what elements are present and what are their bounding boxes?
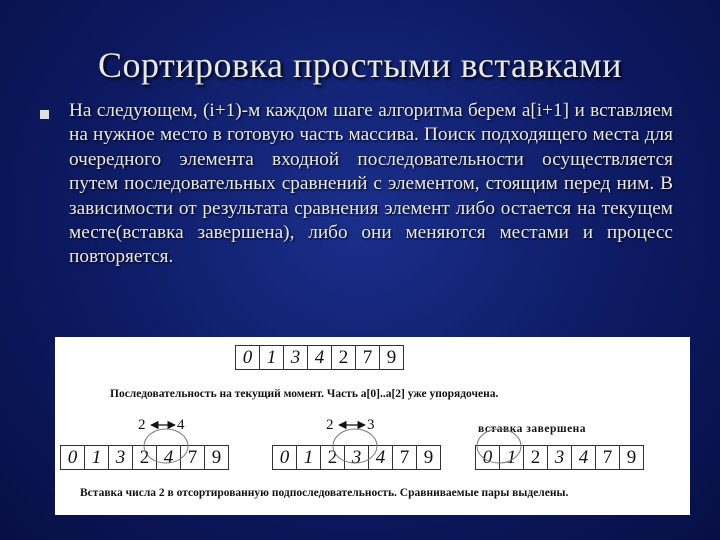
array-cell: 9 [619,445,644,470]
array-cell: 9 [204,445,229,470]
array-cell: 4 [156,445,181,470]
array-cell: 3 [283,345,308,370]
array-cell: 7 [392,445,417,470]
step3-array [475,445,643,470]
caption-top: Последовательность на текущий момент. Часть a[0]..a[2] уже упорядочена. [110,388,499,400]
array-cell: 7 [180,445,205,470]
array-cell: 2 [132,445,157,470]
array-cell: 0 [235,345,260,370]
caption-bottom: Вставка числа 2 в отсортированную подпоследовательность. Сравниваемые пары выделены. [80,487,569,499]
array-cell: 2 [523,445,548,470]
array-cell: 3 [547,445,572,470]
array-cell: 9 [416,445,441,470]
slide-paragraph: На следующем, (i+1)-м каждом шаге алгоритма берем a[i+1] и вставляем на нужное место в готовую часть массива. Поиск подходящего места для очередного элемента входной последовательности осуществляется путем последовательных сравнений с элементом, стоящим перед ним. В зависимости от результата сравнения элемент либо остается на текущем месте(вставка завершена), либо они меняются местами и процесс повторяется. [69,100,673,268]
array-cell: 1 [259,345,284,370]
array-cell: 2 [320,445,345,470]
array-cell: 4 [307,345,332,370]
slide-title: Сортировка простыми вставками [98,45,622,85]
array-cell: 3 [344,445,369,470]
step1-array [60,445,228,470]
step1-pair-left: 2 [138,417,146,433]
insertion-sort-figure [55,337,690,515]
array-cell: 0 [272,445,297,470]
array-cell: 0 [475,445,500,470]
step3-status: вставка завершена [478,423,587,435]
step2-pair-right: 3 [367,417,375,433]
step2-pair-left: 2 [326,417,334,433]
step2-array [272,445,440,470]
array-cell: 7 [355,345,380,370]
top-array [235,345,403,370]
array-cell: 0 [60,445,85,470]
bullet-square-icon [40,110,49,119]
step1-pair-right: 4 [177,417,185,433]
array-cell: 4 [571,445,596,470]
array-cell: 4 [368,445,393,470]
array-cell: 7 [595,445,620,470]
array-cell: 3 [108,445,133,470]
array-cell: 1 [296,445,321,470]
array-cell: 1 [499,445,524,470]
array-cell: 9 [379,345,404,370]
array-cell: 1 [84,445,109,470]
array-cell: 2 [331,345,356,370]
